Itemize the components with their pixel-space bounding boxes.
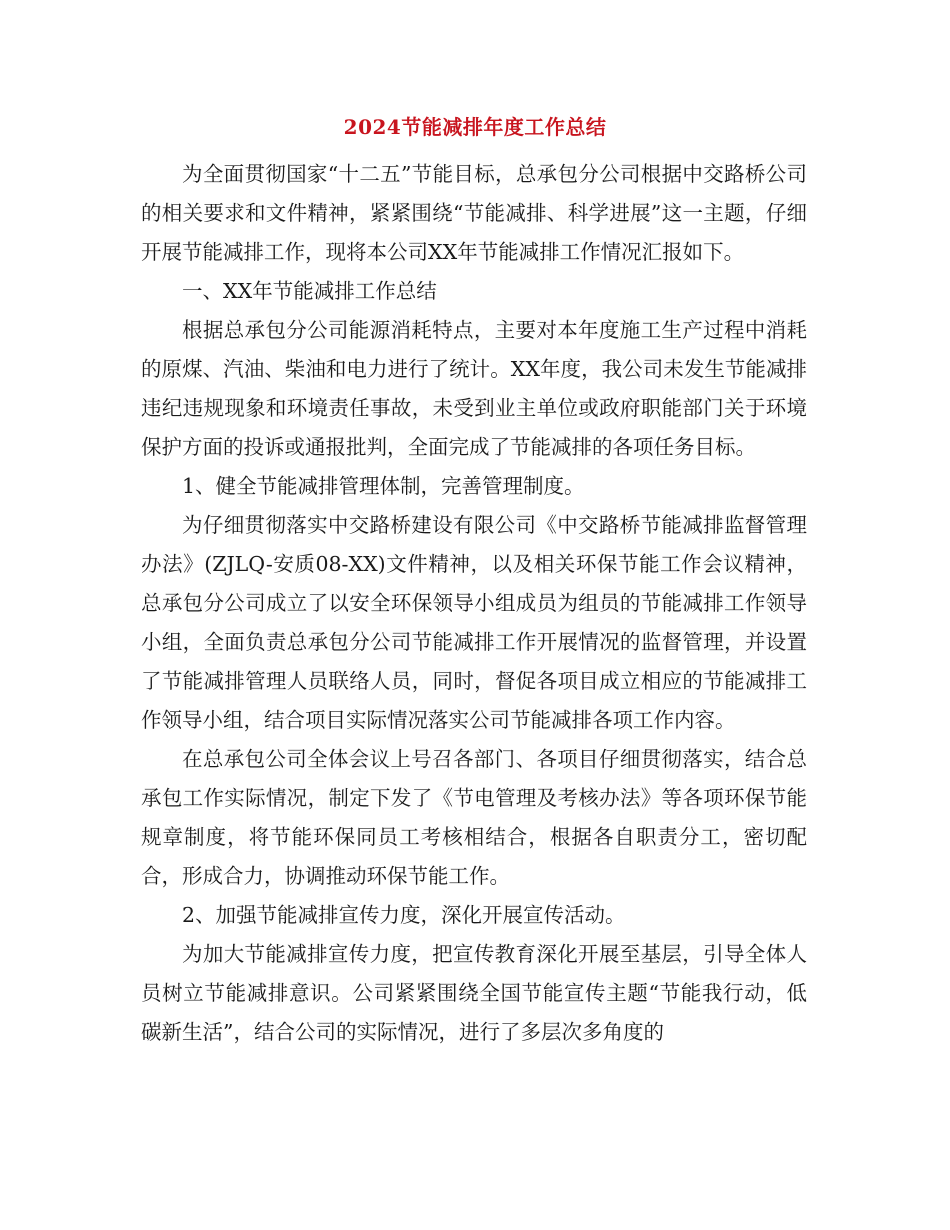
section-heading-1: 一、XX年节能减排工作总结 [182, 279, 437, 303]
subheading-management-system: 1、健全节能减排管理体制，完善管理制度。 [182, 474, 585, 498]
document-body [141, 155, 807, 1052]
paragraph-energy-stats: 根据总承包分公司能源消耗特点，主要对本年度施工生产过程中消耗的原煤、汽油、柴油和电力进行了统计。XX年度，我公司未发生节能减排违纪违规现象和环境责任事故，未受到业主单位或政府职能部门关于环境保护方面的投诉或通报批判，全面完成了节能减排的各项任务目标。 [141, 318, 807, 459]
subheading-publicity: 2、加强节能减排宣传力度，深化开展宣传活动。 [182, 903, 626, 927]
paragraph-regulations: 在总承包公司全体会议上号召各部门、各项目仔细贯彻落实，结合总承包工作实际情况，制定下发了《节电管理及考核办法》等各项环保节能规章制度，将节能环保同员工考核相结合，根据各自职责分工，密切配合，形成合力，协调推动环保节能工作。 [141, 747, 807, 888]
paragraph-management-system: 为仔细贯彻落实中交路桥建设有限公司《中交路桥节能减排监督管理办法》(ZJLQ-安质08-XX)文件精神，以及相关环保节能工作会议精神，总承包分公司成立了以安全环保领导小组成员为组员的节能减排工作领导小组，全面负责总承包分公司节能减排工作开展情况的监督管理，并设置了节能减排管理人员联络人员，同时，督促各项目成立相应的节能减排工作领导小组，结合项目实际情况落实公司节能减排各项工作内容。 [141, 513, 807, 732]
paragraph-intro: 为全面贯彻国家“十二五”节能目标，总承包分公司根据中交路桥公司的相关要求和文件精神，紧紧围绕“节能减排、科学进展”这一主题，仔细开展节能减排工作，现将本公司XX年节能减排工作情况汇报如下。 [141, 162, 807, 264]
document-title: 2024节能减排年度工作总结 [343, 115, 607, 139]
paragraph-publicity: 为加大节能减排宣传力度，把宣传教育深化开展至基层，引导全体人员树立节能减排意识。公司紧紧围绕全国节能宣传主题“节能我行动，低碳新生活”，结合公司的实际情况，进行了多层次多角度的 [141, 942, 807, 1044]
